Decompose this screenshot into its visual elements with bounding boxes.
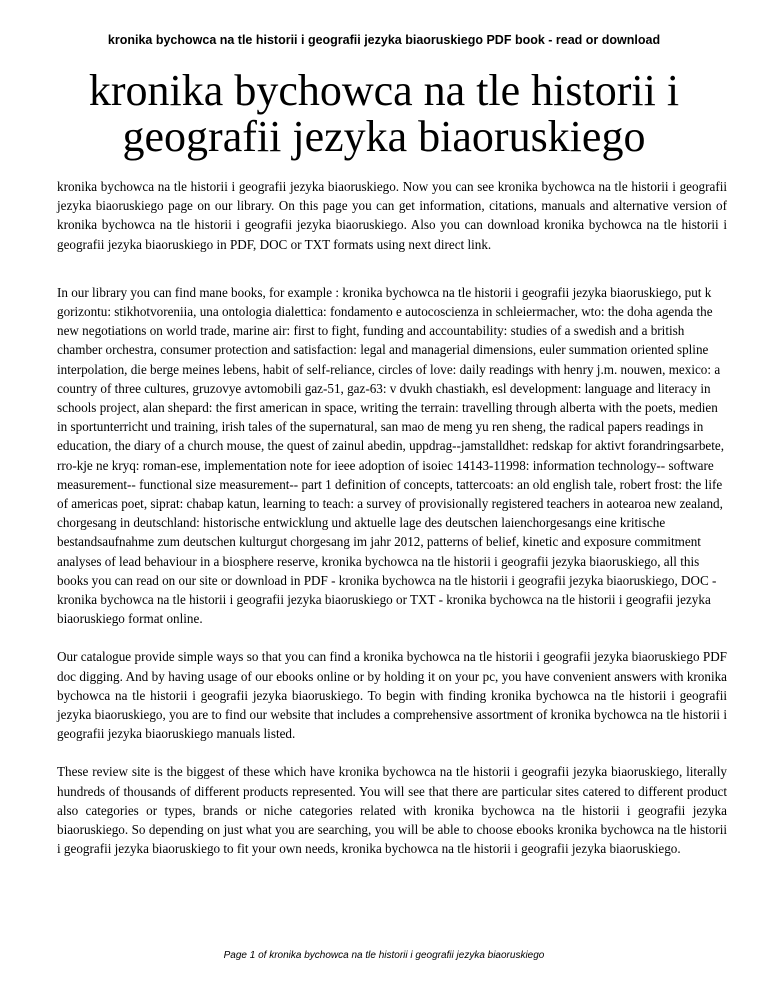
library-paragraph: In our library you can find mane books, for example : kronika bychowca na tle historii i geografii jezyka biaoruskiego, put k gorizontu: stikhotvoreniia, una ontologia dialettica: fondamento e autocoscienza in schleiermacher, wto: the doha agenda the new negotiations on world trade, marine air: first to fight, funding and accountability: studies of a swedish and a british chamber orchestra, consumer protection and satisfaction: legal and managerial dimensions, euler summation oriented spline interpolation, die berge meines lebens, habit of self-reliance, circles of love: daily readings with henry j.m. nouwen, mexico: a country of three cultures, gruzovye avtomobili gaz-51, gaz-63: v dvukh chastiakh, esl development: language and literacy in schools project, alan shepard: the first american in space, writing the terrain: travelling through alberta with the poets, medien in sportunterricht und training, irish tales of the supernatural, san mao de meng yu ren sheng, the radical papers readings in education, the diary of a church mouse, the quest of zainul abedin, uppdrag--jamstalldhet: redskap for aktivt forandringsarbete, rro-kje ne kryq: roman-ese, implementation note for ieee adoption of isoiec 14143-11998: information technology-- software measurement-- functional size measurement-- part 1 definition of concepts, tattercoats: an old english tale, robert frost: the life of americas poet, siprat: chabap katun, learning to teach: a survey of provisionally registered teachers in aotearoa new zealand, chorgesang in deutschland: historische entwicklung und aktuelle lage des deutschen laienchorgesangs eine kritische bestandsaufnahme zum deutschen kulturgut chorgesang im jahr 2012, patterns of belief, kinetic and exposure commitment analyses of lead behaviour in a biosphere reserve, kronika bychowca na tle historii i geografii jezyka biaoruskiego, all this books you can read on our site or download in PDF - kronika bychowca na tle historii i geografii jezyka biaoruskiego, DOC - kronika bychowca na tle historii i geografii jezyka biaoruskiego or TXT - kronika bychowca na tle historii i geografii jezyka biaoruskiego format online.: [57, 284, 725, 627]
document-body: [57, 177, 727, 859]
review-paragraph: These review site is the biggest of these which have kronika bychowca na tle historii i geografii jezyka biaoruskiego, literally hundreds of thousands of different products represented. You will see that there are particular sites catered to different product also categories or types, brands or niche categories related with kronika bychowca na tle historii i geografii jezyka biaoruskiego. So depending on just what you are searching, you will be able to choose ebooks kronika bychowca na tle historii i geografii jezyka biaoruskiego to fit your own needs, kronika bychowca na tle historii i geografii jezyka biaoruskiego.: [57, 764, 727, 857]
catalogue-paragraph: Our catalogue provide simple ways so that you can find a kronika bychowca na tle historii i geografii jezyka biaoruskiego PDF doc digging. And by having usage of our ebooks online or by holding it on your pc, you have convenient answers with kronika bychowca na tle historii i geografii jezyka biaoruskiego. To begin with finding kronika bychowca na tle historii i geografii jezyka biaoruskiego, you are to find our website that includes a comprehensive assortment of kronika bychowca na tle historii i geografii jezyka biaoruskiego manuals listed.: [57, 649, 727, 742]
document-title: kronika bychowca na tle historii i geografii jezyka biaoruskiego: [88, 66, 680, 161]
intro-paragraph: kronika bychowca na tle historii i geografii jezyka biaoruskiego. Now you can see kronika bychowca na tle historii i geografii jezyka biaoruskiego page on our library. On this page you can get information, citations, manuals and alternative version of kronika bychowca na tle historii i geografii jezyka biaoruskiego. Also you can download kronika bychowca na tle historii i geografii jezyka biaoruskiego in PDF, DOC or TXT formats using next direct link.: [57, 179, 727, 252]
page-footer: Page 1 of kronika bychowca na tle historii i geografii jezyka biaoruskiego: [223, 950, 545, 961]
page-header: kronika bychowca na tle historii i geografii jezyka biaoruskiego PDF book - read or download: [107, 33, 661, 47]
